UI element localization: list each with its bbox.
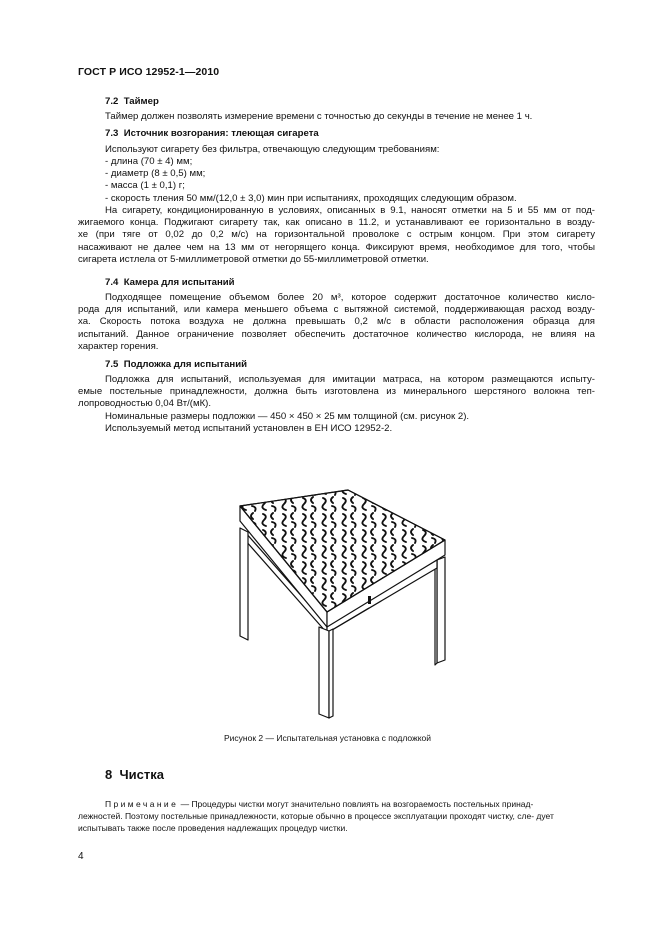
paragraph-line: емые постельные принадлежности, должна быть изготовлена из минерального шерстяного волокна теп- <box>78 386 595 398</box>
paragraph-line: насаживают не далее чем на 13 мм от негорящего конца. Фиксируют время, необходимое для того, чтобы <box>78 241 595 253</box>
list-item: - диаметр (8 ± 0,5) мм; <box>105 168 206 180</box>
section-number: 7.3 <box>105 128 119 139</box>
list-item: - скорость тления 50 мм/(12,0 ± 3,0) мин при испытаниях, проходящих следующим образом. <box>105 192 517 204</box>
page-number: 4 <box>78 851 84 862</box>
paragraph-line: испытаний. Данное ограничение позволяет обеспечить достаточное количество кислорода, не влияя на <box>78 328 595 340</box>
paragraph-line: рода для испытаний, или камера меньшего объема с вытяжной системой, поддерживающая расход возду- <box>78 304 595 316</box>
paragraph-line: жигаемого конца. Поджигают сигарету так, как описано в 11.2, и устанавливают ее горизонтально в возду- <box>78 217 595 229</box>
paragraph-line: сигарета истлела от 5-миллиметровой отметки до 55-миллиметровой отметки. <box>78 253 429 265</box>
section-8-heading <box>105 767 164 782</box>
section-title: Камера для испытаний <box>123 277 235 288</box>
section-7-5-paragraph <box>78 374 595 411</box>
note-block <box>78 798 595 835</box>
section-7-5-heading <box>105 359 247 370</box>
paragraph-line: характер горения. <box>78 340 159 352</box>
paragraph-line: ха. Скорость потока воздуха не должна превышать 0,2 м/с в области расположения образца для <box>78 316 595 328</box>
note-first-line <box>78 798 595 810</box>
paragraph-line: хе (при тяге от 0,02 до 0,2 м/с) на горизонтальной проволоке с острым концом. При этом сигарету <box>78 229 595 241</box>
paragraph-line: лопроводностью 0,04 Вт/(мК). <box>78 398 212 410</box>
section-number: 7.4 <box>105 277 119 288</box>
table-leg-front <box>319 627 329 718</box>
paragraph-line: Подходящее помещение объемом более 20 м³, которое содержит достаточное количество кисло- <box>105 292 595 303</box>
table-leg-back <box>437 557 445 663</box>
section-7-3-intro: Используют сигарету без фильтра, отвечающую следующим требованиям: <box>105 144 440 155</box>
note-line: лежностей. Поэтому постельные принадлежности, которые обычно в процессе эксплуатации проходят чистку, сле- <box>78 811 535 822</box>
paragraph-line: Подложка для испытаний, используемая для имитации матраса, на котором размещаются испыту- <box>105 374 595 385</box>
figure-caption: Рисунок 2 — Испытательная установка с подложкой <box>224 733 432 743</box>
paragraph-line: На сигарету, кондиционированную в условиях, описанных в 9.1, наносят отметки на 5 и 55 мм от под- <box>105 205 595 216</box>
section-7-5-dimensions: Номинальные размеры подложки — 450 × 450 × 25 мм толщиной (см. рисунок 2). <box>105 411 470 422</box>
section-7-2-text: Таймер должен позволять измерение времени с точностью до секунды в течение не менее 1 ч. <box>105 111 533 122</box>
section-7-5-method: Используемый метод испытаний установлен в ЕН ИСО 12952-2. <box>105 423 393 434</box>
section-7-3-heading <box>105 128 319 139</box>
test-rig-figure <box>200 480 480 725</box>
list-item: - длина (70 ± 4) мм; <box>105 156 193 167</box>
section-number: 7.5 <box>105 359 119 370</box>
table-leg-left <box>240 528 248 640</box>
section-title: Чистка <box>119 767 164 782</box>
requirements-list <box>105 156 517 205</box>
list-item: - масса (1 ± 0,1) г; <box>105 180 185 192</box>
section-number: 8 <box>105 767 113 782</box>
note-line: дует испытывать также после проведения надлежащих процедур чистки. <box>78 811 554 834</box>
section-title: Подложка для испытаний <box>123 359 248 370</box>
document-header: ГОСТ Р ИСО 12952-1—2010 <box>78 66 220 78</box>
section-7-4-paragraph <box>78 292 595 353</box>
section-number: 7.2 <box>105 96 119 107</box>
section-7-2-heading <box>105 96 159 107</box>
note-label: Примечание <box>105 799 179 809</box>
section-7-3-paragraph <box>78 205 595 266</box>
note-line: — Процедуры чистки могут значительно повлиять на возгораемость постельных принад- <box>180 799 534 809</box>
section-title: Источник возгорания: тлеющая сигарета <box>123 128 319 139</box>
section-title: Таймер <box>123 96 159 107</box>
section-7-4-heading <box>105 277 235 288</box>
